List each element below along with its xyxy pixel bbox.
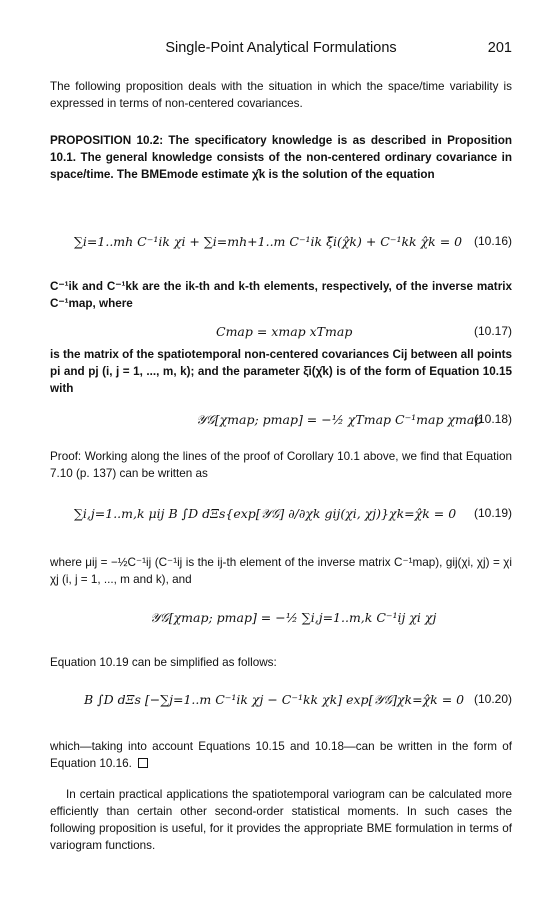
- equation-10-18-expression: 𝒴𝒢[χmap; pmap] = −½ χTmap C⁻¹map χmap: [196, 412, 483, 427]
- equation-10-16-expression: ∑i=1..mh C⁻¹ik χi + ∑i=mh+1..m C⁻¹ik ξ̄i(χ̂k) + C⁻¹kk χ̂k = 0: [74, 234, 463, 249]
- running-title: Single-Point Analytical Formulations: [165, 40, 397, 56]
- final-paragraph: In certain practical applications the spatiotemporal variogram can be calculated more efficiently than certain other second-order statistical moments. In such cases the following proposition is useful, for it provides the appropriate BME formulation in terms of variogram functions.: [50, 788, 512, 852]
- equation-10-19-expression: ∑i,j=1..m,k μij B ∫D dΞs{exp[𝒴𝒢] ∂/∂χk gij(χi, χj)}χk=χ̂k = 0: [74, 506, 457, 521]
- paragraph-after-10-17: is the matrix of the spatiotemporal non-centered covariances Cij between all points pi and pj (i, j = 1, ..., m, k); and the parameter ξ̄i(χ̂k) is of the form of Equation 10.15 with: [50, 348, 512, 395]
- equation-10-16: [50, 228, 512, 258]
- intro-paragraph: The following proposition deals with the situation in which the space/time variability is expressed in terms of non-centered covariances.: [50, 80, 512, 110]
- equation-10-20-number: (10.20): [473, 692, 512, 706]
- equation-10-16-number: (10.16): [473, 234, 512, 248]
- equation-unnumbered-expression: 𝒴𝒢[χmap; pmap] = −½ ∑i,j=1..m,k C⁻¹ij χi χj: [150, 610, 437, 625]
- equation-10-17-expression: Cmap = xmap xTmap: [216, 324, 353, 339]
- equation-10-19-number: (10.19): [473, 506, 512, 520]
- page-header: [50, 38, 512, 60]
- qed-square-icon: [138, 758, 148, 768]
- paragraph-after-10-16: C⁻¹ik and C⁻¹kk are the ik-th and k-th elements, respectively, of the inverse matrix C⁻¹map, where: [50, 280, 512, 310]
- proof-paragraph: Proof: Working along the lines of the proof of Corollary 10.1 above, we find that Equation 7.10 (p. 137) can be written as: [50, 450, 512, 480]
- simplify-paragraph: Equation 10.19 can be simplified as follows:: [50, 656, 277, 669]
- paragraph-after-10-20: [50, 738, 512, 772]
- equation-unnumbered: [50, 604, 512, 634]
- equation-10-20: [50, 686, 512, 716]
- equation-10-20-expression: B ∫D dΞs [−∑j=1..m C⁻¹ik χj − C⁻¹kk χk] exp[𝒴𝒢]χk=χ̂k = 0: [84, 692, 465, 707]
- paragraph-after-10-20-text: which—taking into account Equations 10.15 and 10.18—can be written in the form of Equation 10.16.: [50, 740, 512, 770]
- equation-10-18: [50, 406, 512, 436]
- proposition-10-2: PROPOSITION 10.2: The specificatory knowledge is as described in Proposition 10.1. The general knowledge consists of the non-centered ordinary covariance in space/time. The BMEmode estimate χ̂k is the solution of the equation: [50, 134, 512, 181]
- page-number: 201: [487, 40, 512, 56]
- equation-10-17: [50, 318, 512, 348]
- paragraph-after-10-19: where μij = −½C⁻¹ij (C⁻¹ij is the ij-th element of the inverse matrix C⁻¹map), gij(χi, χj) = χi χj (i, j = 1, ..., m and k), and: [50, 556, 512, 586]
- equation-10-18-number: (10.18): [473, 412, 512, 426]
- equation-10-17-number: (10.17): [473, 324, 512, 338]
- equation-10-19: [50, 500, 512, 530]
